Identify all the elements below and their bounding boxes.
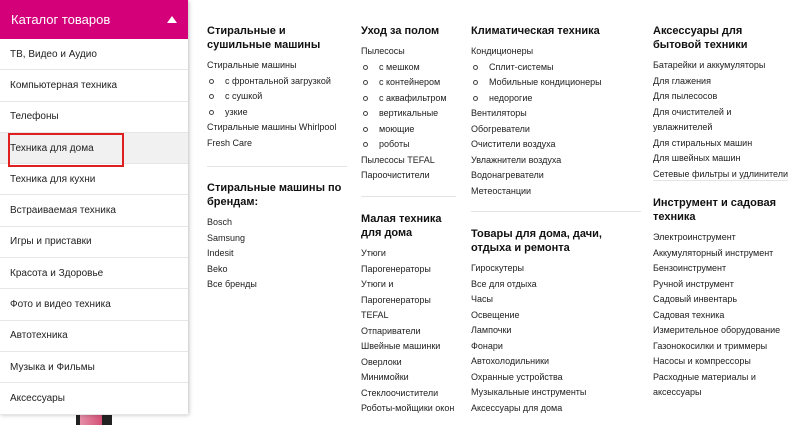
menu-sublink-label: узкие (225, 106, 248, 117)
menu-sublink[interactable] (361, 122, 456, 138)
circle-bullet-icon (209, 110, 214, 115)
menu-link[interactable]: Bosch (207, 217, 233, 227)
menu-link[interactable]: Утюги (361, 248, 386, 258)
menu-link[interactable]: Аккумуляторный инструмент (653, 247, 774, 258)
menu-group-small-appliances (361, 212, 456, 417)
menu-link[interactable]: Оверлоки (361, 356, 402, 367)
menu-link[interactable]: Увлажнители воздуха (471, 154, 562, 165)
menu-link[interactable]: Освещение (471, 309, 520, 320)
menu-link[interactable]: Для стиральных машин (653, 137, 753, 148)
sidebar-item-accessories[interactable]: Аксессуары (0, 383, 188, 414)
circle-bullet-icon (363, 142, 368, 147)
menu-link[interactable]: Водонагреватели (471, 170, 544, 180)
menu-sublink-label: моющие (379, 123, 415, 134)
menu-sublink[interactable] (471, 91, 641, 107)
menu-sublink-label: с контейнером (379, 77, 441, 87)
menu-link[interactable]: Сетевые фильтры и удлинители (653, 168, 789, 179)
sidebar-item-computers[interactable]: Компьютерная техника (0, 70, 188, 101)
menu-column-4-lower (653, 196, 788, 401)
circle-bullet-icon (473, 80, 478, 85)
menu-link[interactable]: Музыкальные инструменты (471, 387, 587, 397)
menu-group-title: Климатическая техника (471, 25, 600, 37)
menu-group-floor-care (361, 24, 456, 184)
menu-column-4 (653, 24, 788, 182)
chevron-up-icon (167, 16, 177, 23)
menu-group-climate (471, 24, 641, 199)
menu-group-home-garden (471, 227, 641, 416)
catalog-sidebar (0, 0, 188, 414)
menu-sublink[interactable] (361, 75, 456, 91)
menu-link[interactable]: Для швейных машин (653, 153, 741, 163)
menu-link[interactable]: Очистители воздуха (471, 139, 556, 149)
menu-link[interactable]: Батарейки и аккумуляторы (653, 60, 766, 70)
menu-link[interactable]: Газонокосилки и триммеры (653, 340, 768, 351)
menu-sublink[interactable] (207, 74, 347, 90)
menu-link[interactable]: Парогенераторы (361, 263, 431, 274)
catalog-header-button[interactable] (0, 0, 188, 39)
sidebar-item-tv-video-audio[interactable]: ТВ, Видео и Аудио (0, 39, 188, 70)
menu-link[interactable]: Насосы и компрессоры (653, 356, 751, 366)
menu-link[interactable]: Аксессуары для дома (471, 402, 563, 413)
sidebar-item-home-appliances[interactable]: Техника для дома (0, 133, 188, 164)
menu-link[interactable]: Обогреватели (471, 123, 530, 134)
menu-sublink-label: вертикальные (379, 108, 439, 118)
menu-group-title: Инструмент и садовая техника (653, 197, 776, 223)
menu-sublink[interactable] (361, 137, 456, 153)
menu-link[interactable]: Расходные материалы и аксессуары (653, 371, 756, 397)
menu-link[interactable]: Часы (471, 294, 493, 304)
menu-sublink[interactable] (361, 106, 456, 122)
menu-link[interactable]: Для глажения (653, 75, 711, 86)
menu-sublink-label: Сплит-системы (489, 61, 554, 72)
menu-sublink[interactable] (361, 60, 456, 76)
menu-sublink-label: роботы (379, 139, 410, 149)
menu-sublink[interactable] (471, 75, 641, 91)
menu-link[interactable]: Измерительное оборудование (653, 325, 781, 335)
menu-group-title: Товары для дома, дачи, отдыха и ремонта (471, 228, 602, 254)
catalog-list (0, 39, 188, 415)
menu-group-tools-garden (653, 196, 788, 401)
menu-group-title: Стиральные и сушильные машины (207, 25, 321, 51)
circle-bullet-icon (209, 94, 214, 99)
menu-sublink-label: недорогие (489, 92, 533, 103)
menu-link[interactable]: Indesit (207, 248, 234, 258)
menu-link[interactable]: Ручной инструмент (653, 278, 734, 289)
menu-link[interactable]: Для очистителей и увлажнителей (653, 106, 732, 132)
menu-link[interactable]: Бензоинструмент (653, 263, 727, 273)
menu-link[interactable]: Samsung (207, 232, 246, 243)
menu-link[interactable]: Стиральные машины (207, 60, 297, 70)
divider (207, 166, 347, 167)
menu-link[interactable]: Утюги и Парогенераторы TEFAL (361, 279, 431, 320)
circle-bullet-icon (473, 65, 478, 70)
sidebar-item-kitchen[interactable]: Техника для кухни (0, 164, 188, 195)
sidebar-item-music-films[interactable]: Музыка и Фильмы (0, 352, 188, 383)
divider (471, 211, 641, 212)
menu-link[interactable]: Садовая техника (653, 309, 725, 320)
circle-bullet-icon (363, 127, 368, 132)
menu-column-3 (471, 24, 641, 199)
menu-link[interactable]: Садовый инвентарь (653, 294, 738, 304)
circle-bullet-icon (363, 111, 368, 116)
sidebar-item-photo-video[interactable]: Фото и видео техника (0, 289, 188, 320)
menu-link[interactable]: Минимойки (361, 372, 409, 382)
menu-link[interactable]: Кондиционеры (471, 46, 534, 56)
sidebar-item-built-in[interactable]: Встраиваемая техника (0, 195, 188, 226)
circle-bullet-icon (363, 80, 368, 85)
menu-column-2 (361, 24, 456, 184)
menu-link[interactable]: Фонари (471, 340, 503, 351)
menu-column-3-lower (471, 227, 641, 416)
menu-sublink-label: Мобильные кондиционеры (489, 77, 602, 87)
menu-link[interactable]: Все для отдыха (471, 278, 537, 289)
sidebar-item-games[interactable]: Игры и приставки (0, 227, 188, 258)
menu-column-1-lower (207, 181, 347, 293)
menu-group-washing-machines (207, 24, 347, 151)
menu-link[interactable]: Метеостанции (471, 185, 532, 196)
menu-link[interactable]: Стеклоочистители (361, 387, 439, 398)
menu-link[interactable]: Пароочистители (361, 170, 430, 180)
menu-sublink-label: с аквафильтром (379, 92, 447, 103)
menu-group-title: Аксессуары для бытовой техники (653, 25, 748, 51)
sidebar-item-auto[interactable]: Автотехника (0, 321, 188, 352)
menu-group-title: Уход за полом (361, 25, 440, 37)
menu-sublink[interactable] (207, 105, 347, 121)
menu-sublink[interactable] (471, 60, 641, 76)
menu-group-title: Стиральные машины по брендам: (207, 182, 342, 208)
menu-link[interactable]: Лампочки (471, 325, 512, 335)
menu-link[interactable]: Для пылесосов (653, 91, 718, 101)
menu-sublink-label: с фронтальной загрузкой (225, 75, 331, 86)
menu-link[interactable]: Швейные машинки (361, 341, 441, 351)
sidebar-item-beauty-health[interactable]: Красота и Здоровье (0, 258, 188, 289)
catalog-title: Каталог товаров (11, 12, 111, 27)
menu-sublink[interactable] (361, 91, 456, 107)
circle-bullet-icon (363, 65, 368, 70)
circle-bullet-icon (363, 96, 368, 101)
circle-bullet-icon (473, 96, 478, 101)
menu-sublink-label: с сушкой (225, 91, 263, 101)
menu-link[interactable]: Охранные устройства (471, 371, 563, 382)
menu-link[interactable]: Beko (207, 263, 228, 274)
menu-sublink-label: с мешком (379, 61, 420, 72)
divider (653, 180, 788, 181)
menu-group-washing-brands (207, 181, 347, 293)
menu-link[interactable]: Вентиляторы (471, 108, 527, 118)
menu-link[interactable]: Роботы-мойщики окон (361, 403, 455, 413)
menu-link[interactable]: Пылесосы TEFAL (361, 154, 435, 165)
menu-column-2-lower (361, 212, 456, 417)
menu-group-title: Малая техника для дома (361, 213, 442, 239)
menu-link[interactable]: Все бренды (207, 279, 257, 289)
menu-link[interactable]: Стиральные машины Whirlpool Fresh Care (207, 122, 337, 148)
menu-link[interactable]: Отпариватели (361, 325, 421, 336)
menu-link[interactable]: Гироскутеры (471, 263, 524, 273)
menu-column-1 (207, 24, 347, 151)
menu-sublink[interactable] (207, 89, 347, 105)
menu-link[interactable]: Автохолодильники (471, 356, 550, 366)
menu-link[interactable]: Электроинструмент (653, 232, 736, 242)
sidebar-item-phones[interactable]: Телефоны (0, 102, 188, 133)
divider (361, 196, 456, 197)
menu-group-appliance-accessories (653, 24, 788, 182)
circle-bullet-icon (209, 79, 214, 84)
menu-link[interactable]: Пылесосы (361, 46, 405, 56)
